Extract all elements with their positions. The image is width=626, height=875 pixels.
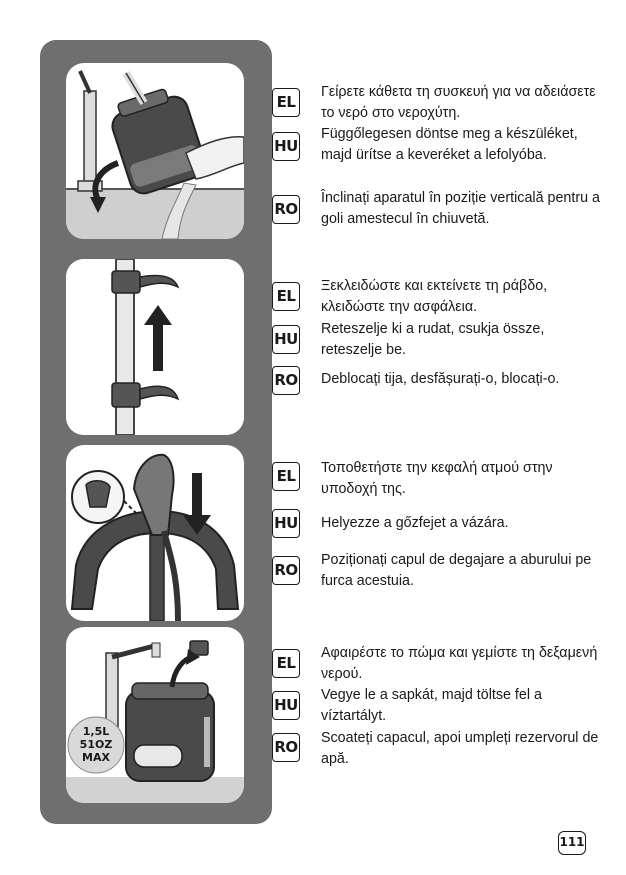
- instruction-text: Scoateți capacul, apoi umpleți rezervorul de apă.: [321, 730, 599, 767]
- step-3-pointer: [243, 508, 265, 550]
- page-number: 111: [558, 831, 586, 855]
- lang-badge-hu: HU: [272, 691, 300, 720]
- lang-badge-ro: RO: [272, 733, 300, 762]
- lang-badge-ro: RO: [272, 556, 300, 585]
- lang-badge-hu: HU: [272, 325, 300, 354]
- instruction-text: Τοποθετήστε την κεφαλή ατμού στην υποδοχή της.: [321, 460, 553, 497]
- instruction-text: Poziționați capul de degajare a aburului pe furca acestuia.: [321, 552, 592, 589]
- instruction-text: Ξεκλειδώστε και εκτείνετε τη ράβδο, κλειδώστε την ασφάλεια.: [321, 278, 548, 315]
- capacity-ounces: 51OZ: [79, 738, 113, 751]
- instruction-text: Reteszelje ki a rudat, csukja össze, reteszelje be.: [321, 321, 545, 358]
- lang-badge-el: EL: [272, 88, 300, 117]
- lang-badge-el: EL: [272, 282, 300, 311]
- instruction-text: Γείρετε κάθετα τη συσκευή για να αδειάσετε το νερό στο νεροχύτη.: [321, 84, 596, 121]
- lang-badge-el: EL: [272, 649, 300, 678]
- step-4-pointer: [243, 698, 265, 740]
- step-1-pointer: [243, 128, 265, 170]
- capacity-liters: 1,5L: [82, 725, 110, 738]
- lang-badge-ro: RO: [272, 195, 300, 224]
- instruction-text: Helyezze a gőzfejet a vázára.: [321, 515, 509, 531]
- steam-head-on-hook-icon: [66, 445, 244, 621]
- extend-rod-icon: [66, 259, 244, 435]
- lang-badge-hu: HU: [272, 132, 300, 161]
- lang-badge-el: EL: [272, 462, 300, 491]
- lang-badge-hu: HU: [272, 509, 300, 538]
- capacity-max: MAX: [82, 751, 110, 764]
- step-2-pointer: [243, 318, 265, 360]
- instruction-text: Αφαιρέστε το πώμα και γεμίστε τη δεξαμενή νερού.: [321, 645, 598, 682]
- instruction-text: Deblocați tija, desfășurați-o, blocați-o.: [321, 371, 560, 387]
- instruction-text: Înclinați aparatul în poziție verticală pentru a goli amestecul în chiuvetă.: [321, 190, 600, 227]
- lang-badge-ro: RO: [272, 366, 300, 395]
- drain-water-into-sink-icon: [66, 63, 244, 239]
- instruction-text: Függőlegesen döntse meg a készüléket, majd ürítse a keveréket a lefolyóba.: [321, 126, 578, 163]
- fill-water-tank-icon: [66, 627, 244, 803]
- instruction-text: Vegye le a sapkát, majd töltse fel a víztartályt.: [321, 687, 542, 724]
